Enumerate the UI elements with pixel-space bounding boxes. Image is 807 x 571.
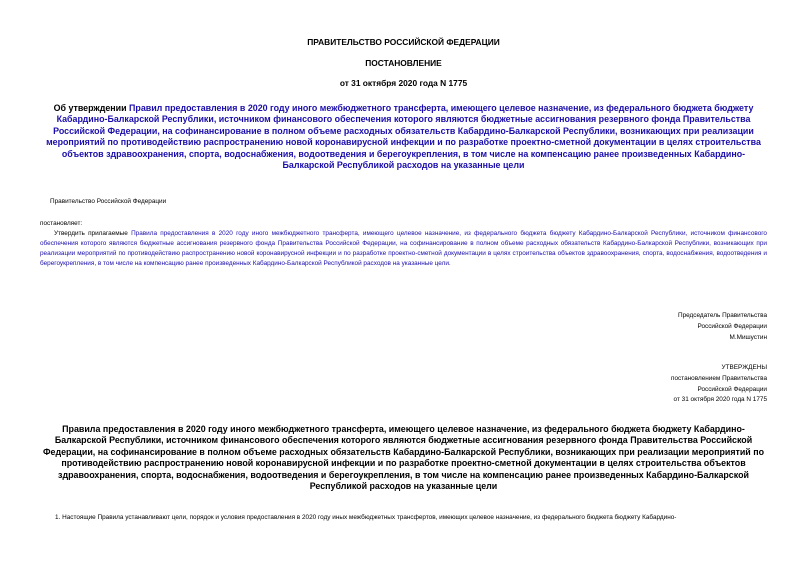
approved-country: Российской Федерации — [697, 385, 767, 393]
title-prefix: Об утверждении — [53, 103, 130, 113]
approved-by: постановлением Правительства — [671, 374, 767, 382]
rules-item-1: 1. Настоящие Правила устанавливают цели, порядок и условия предоставления в 2020 году иных межбюджетных трансфертов, имеющих целевое назначение, из федерального бюджета бюджету Кабардино- — [55, 514, 677, 521]
approve-rules-link[interactable]: Правила предоставления в 2020 году иного межбюджетного трансферта, имеющего целевое назначение, из федерального бюджета бюджету Кабардино-Балкарской Республики, источником финансового обеспечения которого являются бюджетные ассигнования резервного фонда Правительства Российской Федерации, на софинансирование в полном объеме расходных обязательств Кабардино-Балкарской Республики, возникающих при реализации мероприятий по противодействию распространению новой коронавирусной инфекции и по разработке проектно-сметной документации в целях строительства объектов здравоохранения, спорта, водоснабжения, водоотведения и берегоукрепления, в том числе на компенсацию ранее произведенных Кабардино-Балкарской Республикой расходов на указанные цели. — [40, 230, 767, 267]
document-type: ПОСТАНОВЛЕНИЕ — [365, 58, 442, 68]
rules-title: Правила предоставления в 2020 году иного межбюджетного трансферта, имеющего целевое назначение, из федерального бюджета бюджету Кабардино-Балкарской Республики, источником финансового обеспечения которого являются бюджетные ассигнования резервного фонда Правительства Российской Федерации, на софинансирование в полном объеме расходных обязательств Кабардино-Балкарской Республики, возникающих при реализации мероприятий по противодействию распространению новой коронавирусной инфекции и по разработке проектно-сметной документации в целях строительства объектов здравоохранения, спорта, водоснабжения, водоотведения и берегоукрепления, в том числе на компенсацию ранее произведенных Кабардино-Балкарской Республикой расходов на указанные цели — [42, 424, 765, 492]
approved-date-number: от 31 октября 2020 года N 1775 — [673, 396, 767, 404]
government-line: Правительство Российской Федерации — [50, 198, 167, 205]
signature-country: Российской Федерации — [697, 322, 767, 330]
approved-heading: УТВЕРЖДЕНЫ — [721, 364, 767, 371]
signature-position: Председатель Правительства — [678, 312, 767, 319]
approve-paragraph — [40, 229, 767, 269]
approved-block — [671, 363, 767, 406]
document-date-number: от 31 октября 2020 года N 1775 — [339, 78, 468, 88]
signature-name: М.Мишустин — [729, 333, 767, 341]
approve-prefix: Утвердить прилагаемые — [54, 230, 132, 237]
decree-paragraph — [40, 219, 767, 269]
decrees-word: постановляет: — [40, 220, 83, 227]
document-title — [40, 103, 767, 171]
title-rules-link[interactable]: Правил предоставления в 2020 году иного межбюджетного трансферта, имеющего целевое назначение, из федерального бюджета бюджету Кабардино-Балкарской Республики, источником финансового обеспечения которого являются бюджетные ассигнования резервного фонда Правительства Российской Федерации, на софинансирование в полном объеме расходных обязательств Кабардино-Балкарской Республики, возникающих при реализации мероприятий по противодействию распространению новой коронавирусной инфекции и по разработке проектно-сметной документации в целях строительства объектов здравоохранения, спорта, водоснабжения, водоотведения и берегоукрепления, в том числе на компенсацию ранее произведенных Кабардино-Балкарской Республикой расходов на указанные цели — [46, 103, 761, 171]
government-header: ПРАВИТЕЛЬСТВО РОССИЙСКОЙ ФЕДЕРАЦИИ — [307, 37, 500, 47]
signature-block — [678, 311, 767, 343]
